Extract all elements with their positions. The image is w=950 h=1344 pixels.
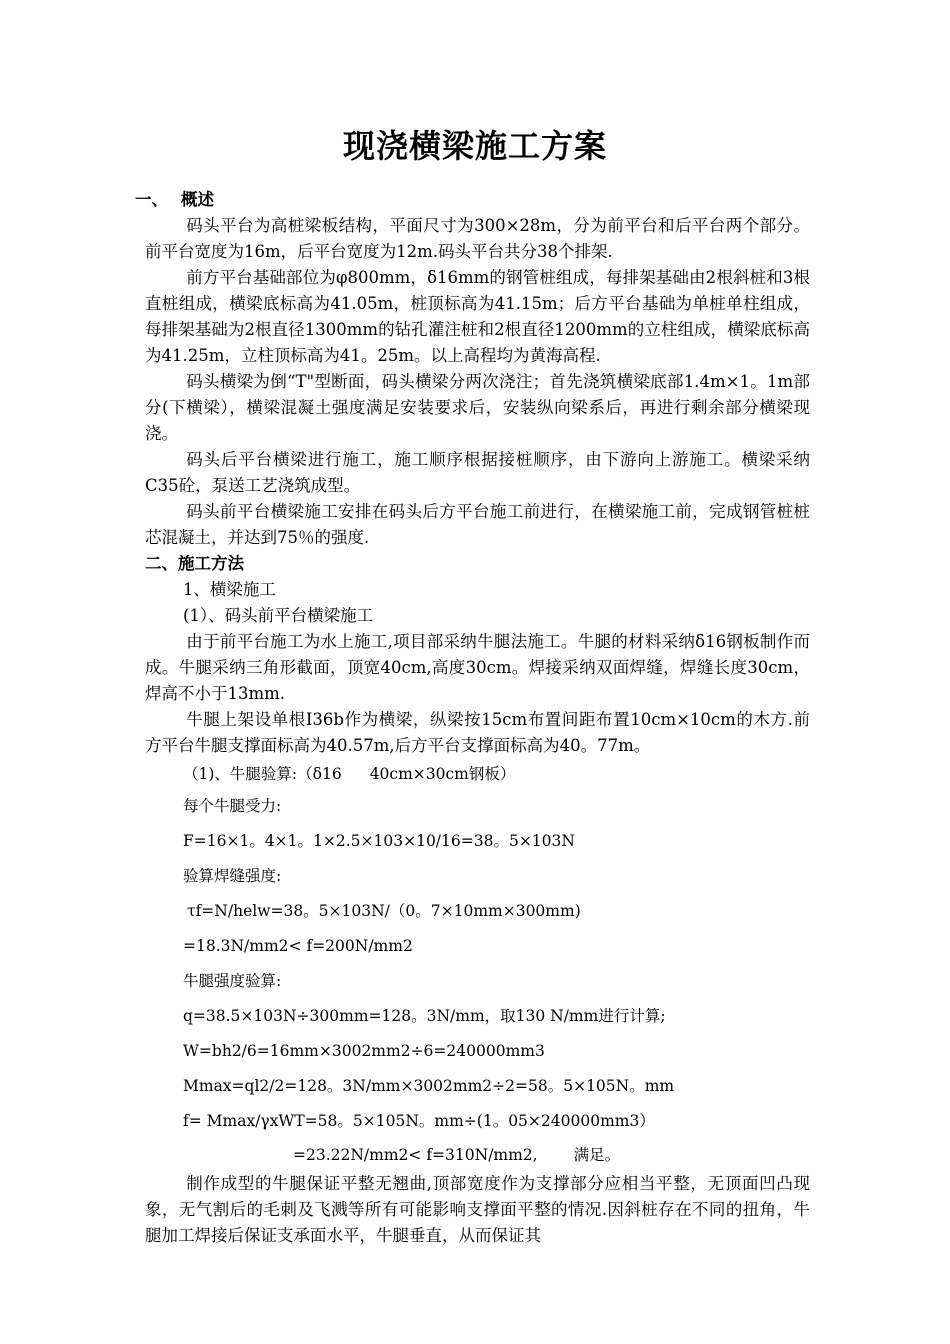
calc-heading (145, 759, 810, 789)
paragraph-front-platform: 码头前平台横梁施工安排在码头后方平台施工前进行，在横梁施工前，完成钢管桩桩芯混凝土，并达到75％的强度. (145, 502, 810, 547)
subheading-beam-construction: 1、横梁施工 (182, 580, 276, 599)
section-title: 概述 (181, 190, 214, 209)
calc-heading-plate: 40cm×30cm钢板） (369, 765, 516, 783)
calc-result-ok: 满足。 (573, 1146, 621, 1164)
paragraph-bracket-method: 由于前平台施工为水上施工,项目部采纳牛腿法施工。牛腿的材料采纳δ16钢板制作而成。牛腿采纳三角形截面，顶宽40cm,高度30cm。焊接采纳双面焊缝，焊缝长度30cm，焊高不小于13mm. (145, 632, 810, 703)
calc-line-section-modulus: W=bh2/6=16mm×3002mm2÷6=240000mm3 (183, 1042, 545, 1060)
paragraph-rear-platform: 码头后平台横梁进行施工，施工顺序根据接桩顺序，由下游向上游施工。横梁采纳C35砼，泵送工艺浇筑成型。 (145, 450, 810, 495)
calc-line-force: F=16×1。4×1。1×2.5×103×10/16=38。5×103N (183, 832, 575, 850)
calc-line-stress: f= Mmax/γxWT=58。5×105N。mm÷(1。05×240000mm3） (183, 1112, 655, 1130)
subheading-front-platform: (1）、码头前平台横梁施工 (182, 606, 374, 625)
calc-line-strength-label: 牛腿强度验算: (183, 972, 282, 990)
calc-line-moment: Mmax=ql2/2=128。3N/mm×3002mm2÷2=58。5×105N。mm (183, 1077, 675, 1095)
section-heading-overview (135, 187, 810, 213)
paragraph-bracket-fabrication: 制作成型的牛腿保证平整无翘曲,顶部宽度作为支撑部分应相当平整，无顶面凹凸现象，无气割后的毛刺及飞溅等所有可能影响支撑面平整的情况.因斜桩存在不同的扭角，牛腿加工焊接后保证支承面水平，牛腿垂直，从而保证其 (145, 1174, 810, 1245)
section-heading-method: 二、施工方法 (145, 554, 244, 573)
calc-line-weld: τf=N/helw=38。5×103N/（0。7×10mm×300mm) (187, 902, 581, 920)
page-title: 现浇横梁施工方案 (342, 127, 607, 165)
calc-result-value: =23.22N/mm2< f=310N/mm2, (293, 1146, 538, 1164)
calc-line-stress-result (145, 1139, 810, 1171)
paragraph-foundation: 前方平台基础部位为φ800mm，δ16mm的钢管桩组成，每排架基础由2根斜桩和3根直桩组成，横梁底标高为41.05m，桩顶标高为41.15m；后方平台基础为单桩单柱组成，每排架基础为2根直径1300mm的钻孔灌注桩和2根直径1200mm的立柱组成，横梁底标高为41.25m，立柱顶标高为41。25m。以上高程均为黄海高程. (145, 268, 810, 365)
paragraph-bracket-beam: 牛腿上架设单根I36b作为横梁，纵梁按15cm布置间距布置10cm×10cm的木方.前方平台牛腿支撑面标高为40.57m,后方平台支撑面标高为40。77m。 (145, 710, 810, 755)
calc-line-load: q=38.5×103N÷300mm=128。3N/mm，取130 N/mm进行计算; (183, 1007, 666, 1025)
calc-heading-label: （1)、牛腿验算:（δ16 (183, 765, 342, 783)
calc-line-weld-label: 验算焊缝强度: (183, 867, 282, 885)
paragraph-platform: 码头平台为高桩梁板结构，平面尺寸为300×28m，分为前平台和后平台两个部分。前平台宽度为16m，后平台宽度为12m.码头平台共分38个排架. (145, 216, 810, 261)
document-body (135, 187, 810, 1249)
paragraph-beam-section: 码头横梁为倒“T"型断面，码头横梁分两次浇注；首先浇筑横梁底部1.4m×1。1m部分(下横梁），横梁混凝土强度满足安装要求后，安装纵向梁系后，再进行剩余部分横梁现浇。 (145, 372, 810, 443)
calc-line-weld-result: =18.3N/mm2< f=200N/mm2 (183, 937, 413, 955)
section-number: 一、 (135, 190, 168, 209)
calc-line-force-label: 每个牛腿受力: (183, 797, 282, 815)
